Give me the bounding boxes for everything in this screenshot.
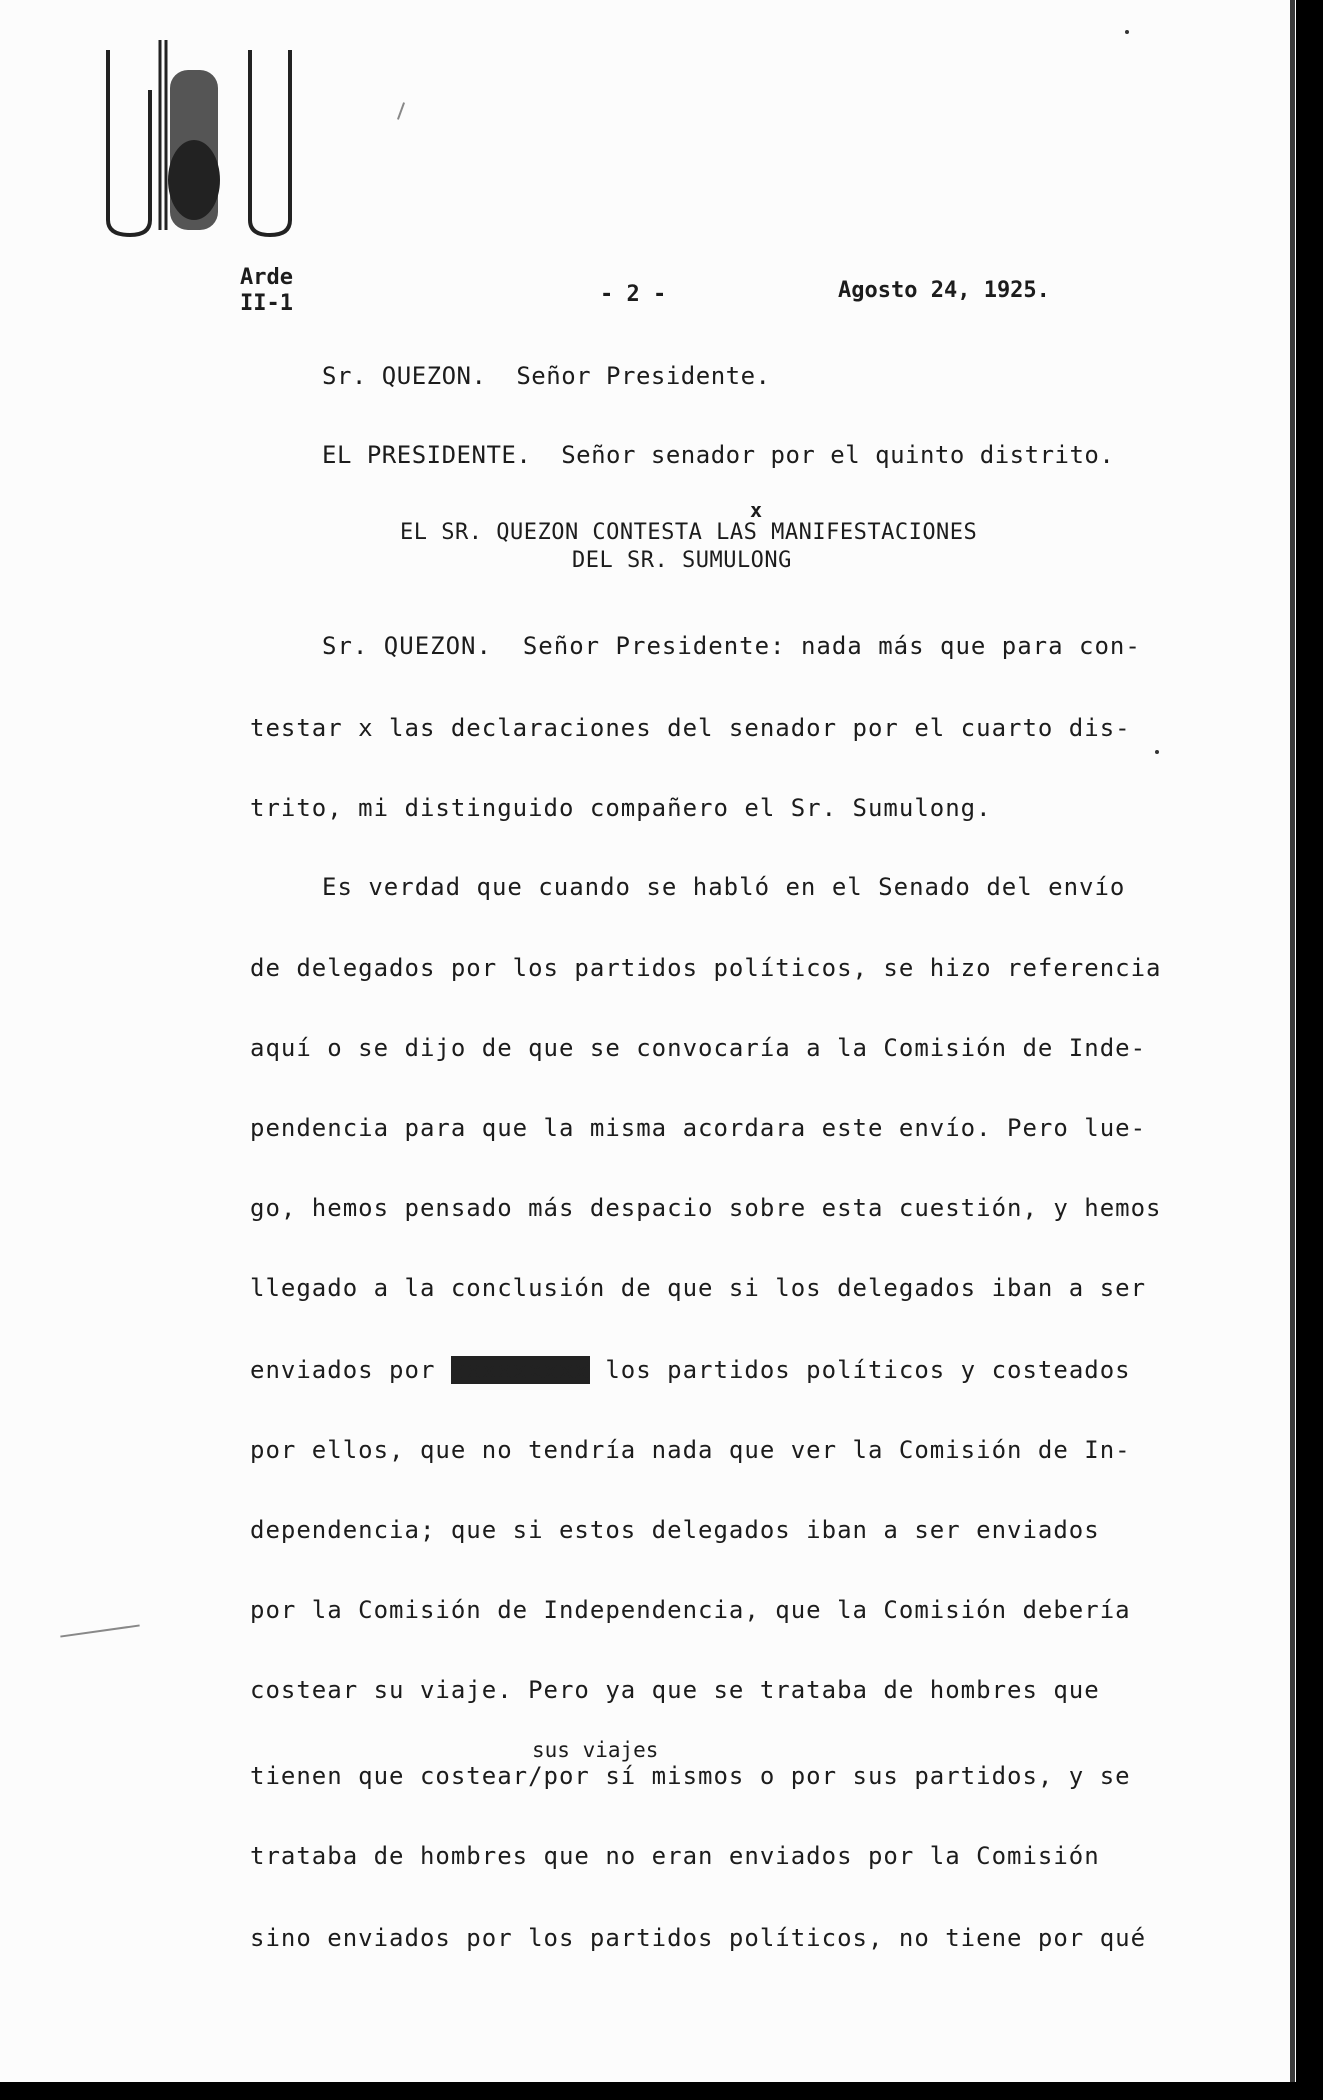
body-line: enviados por xxxxxxxxx los partidos políticos y costeados: [250, 1356, 1131, 1384]
section-title-line1: EL SR. QUEZON CONTESTA LAS MANIFESTACIONES: [400, 520, 978, 545]
body-line: llegado a la conclusión de que si los delegados iban a ser: [250, 1274, 1147, 1302]
section-title-line2: DEL SR. SUMULONG: [572, 548, 792, 573]
ink-speck: [1125, 30, 1129, 34]
body-line: trito, mi distinguido compañero el Sr. Sumulong.: [250, 794, 992, 822]
speaker-name: EL PRESIDENTE.: [322, 441, 532, 469]
binder-clip-icon: [100, 30, 300, 240]
body-line: aquí o se dijo de que se convocaría a la Comisión de Inde-: [250, 1034, 1147, 1062]
handwritten-mark: x: [750, 498, 763, 522]
body-line: trataba de hombres que no eran enviados por la Comisión: [250, 1842, 1100, 1870]
body-line: dependencia; que si estos delegados iban a ser enviados: [250, 1516, 1100, 1544]
ink-speck: [1155, 750, 1159, 754]
body-line: de delegados por los partidos políticos, se hizo referencia: [250, 954, 1162, 982]
interlinear-insertion: sus viajes: [532, 1738, 659, 1762]
document-code-line1: Arde: [240, 265, 293, 290]
body-line: por la Comisión de Independencia, que la Comisión debería: [250, 1596, 1131, 1624]
body-line: tienen que costear/por sí mismos o por sus partidos, y se: [250, 1762, 1131, 1790]
speech-text: Señor Presidente.: [516, 362, 771, 390]
scan-border-right: [1296, 0, 1323, 2100]
body-line: sino enviados por los partidos políticos, no tiene por qué: [250, 1924, 1147, 1952]
body-line: pendencia para que la misma acordara este envío. Pero lue-: [250, 1114, 1147, 1142]
speech-1: [322, 362, 771, 390]
body-line: Sr. QUEZON. Señor Presidente: nada más que para con-: [322, 632, 1141, 660]
page-edge-shadow: [1290, 0, 1295, 2100]
document-code-line2: II-1: [240, 291, 293, 316]
body-line: por ellos, que no tendría nada que ver la Comisión de In-: [250, 1436, 1131, 1464]
body-line: Es verdad que cuando se habló en el Senado del envío: [322, 873, 1126, 901]
document-code: [240, 265, 293, 317]
body-line: testar x las declaraciones del senador por el cuarto dis-: [250, 714, 1131, 742]
document-date: Agosto 24, 1925.: [838, 278, 1050, 303]
pencil-mark: [397, 102, 405, 120]
body-line: go, hemos pensado más despacio sobre esta cuestión, y hemos: [250, 1194, 1162, 1222]
speech-text: Señor senador por el quinto distrito.: [561, 441, 1115, 469]
speech-2: [322, 441, 1114, 469]
scan-border-bottom: [0, 2082, 1323, 2100]
pencil-mark: [60, 1624, 139, 1637]
speaker-name: Sr. QUEZON.: [322, 632, 492, 660]
speaker-name: Sr. QUEZON.: [322, 362, 487, 390]
struck-out-word: xxxxxxxxx: [450, 1356, 590, 1384]
page-number: - 2 -: [600, 282, 667, 307]
body-line: costear su viaje. Pero ya que se trataba de hombres que: [250, 1676, 1100, 1704]
